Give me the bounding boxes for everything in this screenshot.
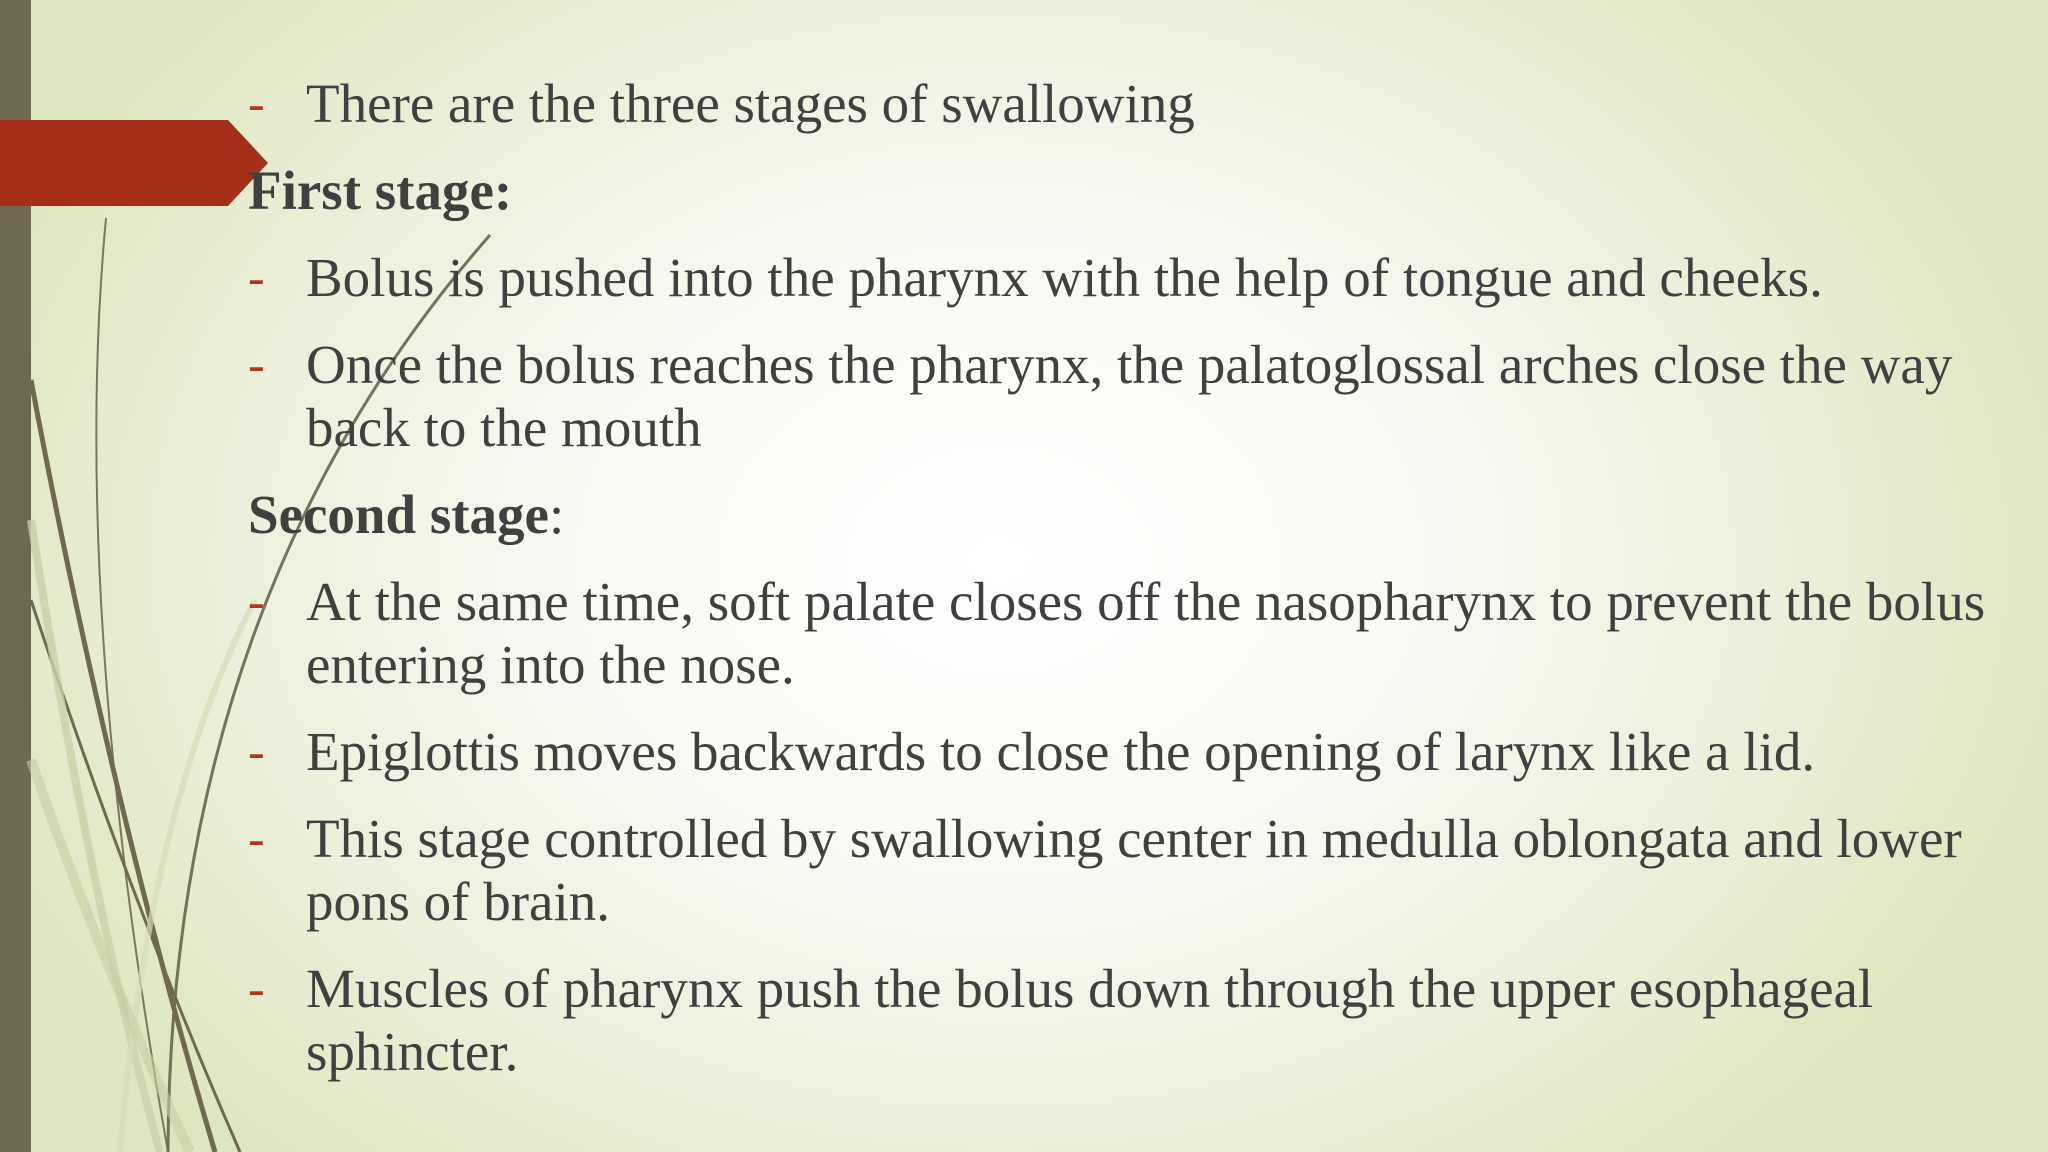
second-stage-heading-colon: : <box>548 484 565 545</box>
first-stage-heading: First stage: <box>248 160 513 221</box>
decorative-line <box>31 520 160 1152</box>
bullet-text: Once the bolus reaches the pharynx, the palatoglossal arches close the way back to the mouth <box>306 334 1953 458</box>
bullet-dash: - <box>248 810 265 866</box>
bullet-text: At the same time, soft palate closes off the nasopharynx to prevent the bolus entering into the nose. <box>306 571 1986 695</box>
bullet-dash: - <box>248 249 265 305</box>
bullet-text: There are the three stages of swallowing <box>306 73 1195 134</box>
second-stage-bullet <box>248 570 2008 696</box>
second-stage-bullet <box>248 957 2008 1083</box>
second-stage-bullet <box>248 720 2008 783</box>
second-stage-bullet <box>248 807 2008 933</box>
red-title-tab <box>0 120 268 206</box>
intro-bullet <box>248 72 2008 135</box>
bullet-dash: - <box>248 573 265 629</box>
second-stage-heading-text: Second stage <box>248 484 549 545</box>
bullet-dash: - <box>248 336 265 392</box>
bullet-dash: - <box>248 960 265 1016</box>
bullet-text: Epiglottis moves backwards to close the opening of larynx like a lid. <box>306 721 1816 782</box>
bullet-text: Muscles of pharynx push the bolus down through the upper esophageal sphincter. <box>306 958 1874 1082</box>
bullet-text: This stage controlled by swallowing center in medulla oblongata and lower pons of brain. <box>306 808 1962 932</box>
bullet-dash: - <box>248 723 265 779</box>
second-stage-heading <box>248 483 2008 546</box>
first-stage-bullet <box>248 333 2008 459</box>
bullet-dash: - <box>248 75 265 131</box>
bullet-text: Bolus is pushed into the pharynx with the help of tongue and cheeks. <box>306 247 1823 308</box>
slide-content <box>248 72 2008 1107</box>
first-stage-bullet <box>248 246 2008 309</box>
